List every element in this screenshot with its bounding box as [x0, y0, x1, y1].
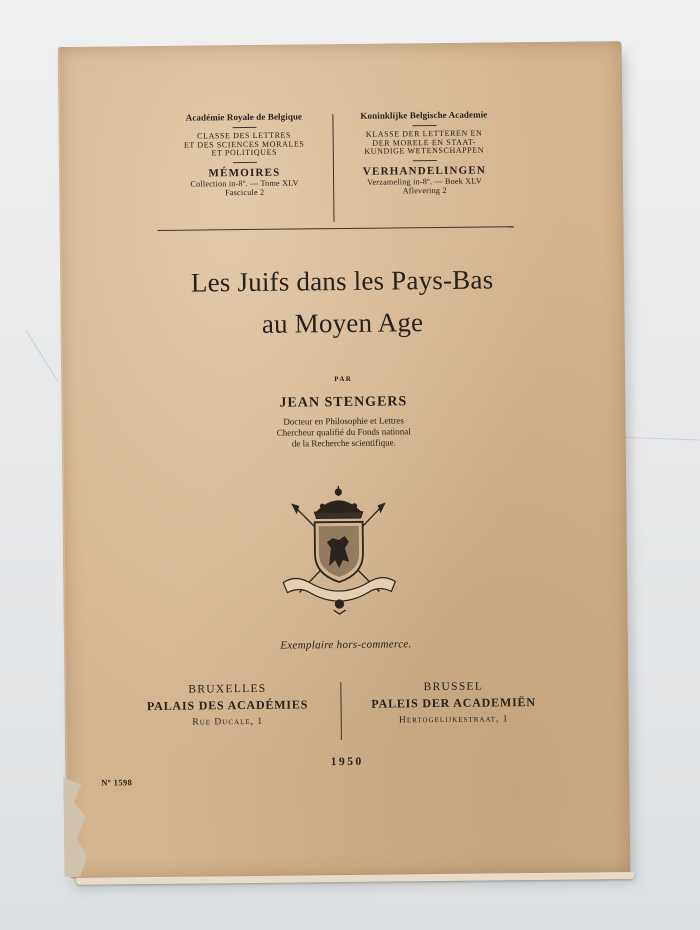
class-line-nl-3: KUNDIGE WETENSCHAPPEN: [364, 145, 485, 157]
torn-corner: [63, 777, 90, 877]
publisher-french: [122, 682, 332, 728]
publisher-name-fr: PALAIS DES ACADÉMIES: [146, 697, 309, 714]
series-fr: MÉMOIRES: [208, 166, 281, 180]
academy-header: [156, 110, 513, 230]
publisher-dutch: [348, 680, 558, 726]
book-title-line-2: au Moyen Age: [261, 307, 424, 339]
publisher-street-nl: Hertogelijkestraat, 1: [398, 714, 509, 726]
fascicle-fr: Fascicule 2: [225, 188, 265, 198]
class-line-fr-3: ET POLITIQUES: [211, 148, 278, 158]
fascicle-nl: Aflevering 2: [402, 186, 447, 196]
background-crease: [26, 330, 59, 381]
volume-number: Nº 1598: [101, 777, 133, 788]
publication-year: 1950: [330, 755, 364, 769]
book-title-line-1: Les Juifs dans les Pays-Bas: [190, 264, 494, 298]
divider: [232, 162, 256, 163]
header-french: [156, 112, 332, 198]
header-dutch: [336, 110, 512, 196]
divider: [412, 160, 436, 161]
byline-par: PAR: [334, 374, 353, 384]
author-credentials: [62, 413, 626, 451]
credential-line: Docteur en Philosophie et Lettres: [283, 415, 404, 427]
edition-note: Exemplaire hors-commerce.: [280, 638, 412, 652]
collection-nl: Verzameling in-8º. — Boek XLV: [367, 176, 482, 188]
header-rule: [158, 226, 514, 231]
credential-line: de la Recherche scientifique.: [291, 437, 396, 449]
collection-fr: Collection in-8º. — Tome XLV: [190, 178, 299, 189]
series-nl: VERHANDELINGEN: [362, 164, 487, 179]
divider: [232, 127, 256, 128]
publisher-block: [122, 680, 563, 753]
divider: [412, 125, 436, 126]
header-divider: [332, 114, 334, 222]
class-line-fr-2: ET DES SCIENCES MORALES: [183, 139, 305, 150]
credential-line: Chercheur qualifié du Fonds national: [276, 426, 411, 438]
class-line-fr-1: CLASSE DES LETTRES: [197, 130, 292, 141]
class-line-nl-1: KLASSE DER LETTEREN EN: [365, 128, 483, 139]
publisher-city-nl: BRUSSEL: [423, 680, 484, 694]
belgian-coat-of-arms-icon: [274, 481, 403, 616]
book-cover: [58, 41, 631, 879]
class-line-nl-2: DER MORELE EN STAAT-: [372, 137, 477, 148]
academy-name-nl: Koninklijke Belgische Academie: [360, 109, 488, 121]
academy-name-fr: Académie Royale de Belgique: [185, 111, 303, 123]
publisher-divider: [340, 682, 342, 740]
publisher-street-fr: Rue Ducale, 1: [192, 716, 264, 728]
publisher-name-nl: PALEIS DER ACADEMIËN: [371, 695, 536, 711]
publisher-city-fr: BRUXELLES: [188, 682, 267, 696]
author-name: JEAN STENGERS: [279, 394, 408, 411]
